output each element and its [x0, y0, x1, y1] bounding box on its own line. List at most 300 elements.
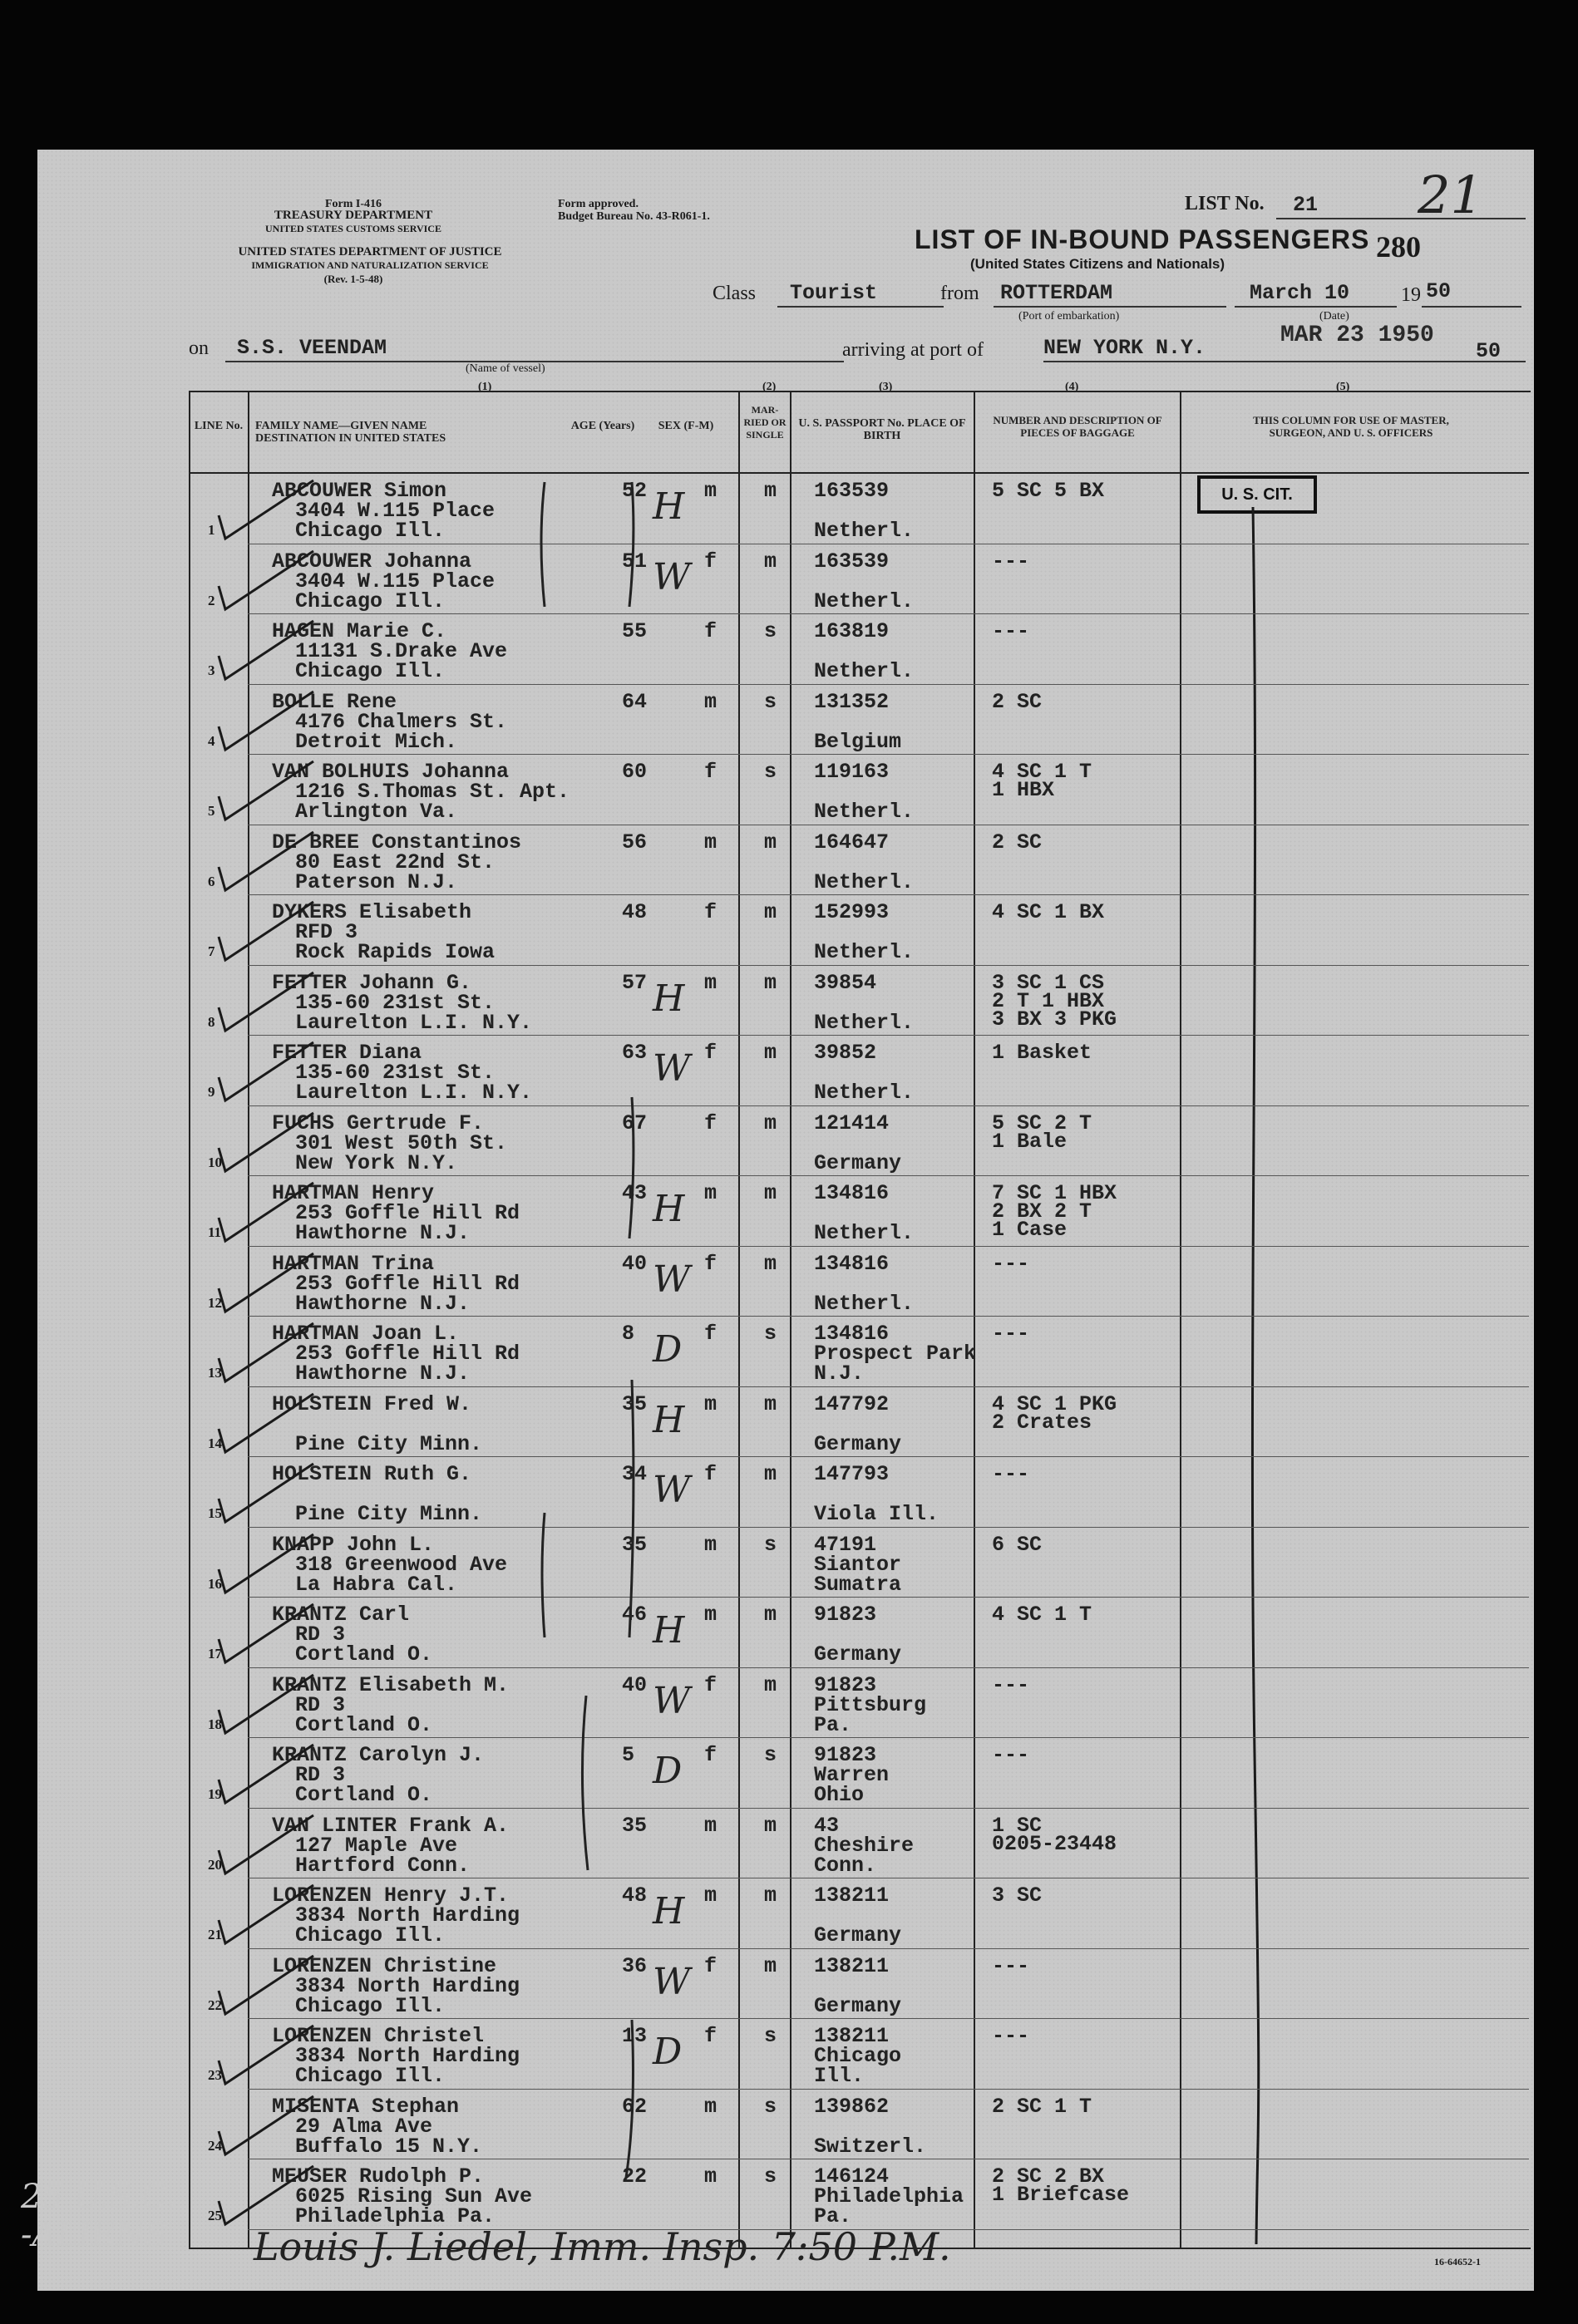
passenger-name: MEUSER Rudolph P. — [272, 2164, 485, 2189]
port-of-embarkation: ROTTERDAM — [1000, 281, 1113, 305]
marital-status: m — [764, 1883, 777, 1908]
year-suffix: 50 — [1426, 279, 1452, 303]
table-row — [37, 685, 1534, 756]
sex: f — [704, 1953, 717, 1978]
page-subtitle: (United States Citizens and Nationals) — [970, 256, 1225, 272]
address-line-2: Pine City Minn. — [295, 1502, 483, 1526]
family-mark: W — [653, 1679, 691, 1722]
check-mark-icon — [214, 2159, 330, 2234]
birthplace-line-2: Pa. — [814, 1712, 852, 1737]
passport-number: 43 — [814, 1813, 840, 1838]
marital-status: m — [764, 1953, 777, 1978]
address-line-1: RD 3 — [295, 1763, 346, 1787]
line-number: 4 — [208, 732, 215, 749]
sex: f — [704, 1322, 717, 1346]
table-row — [37, 1457, 1534, 1528]
birthplace-line-2: Viola Ill. — [814, 1502, 939, 1526]
address-line-2: Laurelton L.I. N.Y. — [295, 1081, 533, 1105]
line-number: 1 — [208, 522, 215, 538]
marital-status: m — [764, 1603, 777, 1627]
address-line-2: Chicago Ill. — [295, 588, 446, 613]
sex: f — [704, 900, 717, 924]
birthplace-line-2: Ill. — [814, 2064, 865, 2088]
birthplace-line-2: Belgium — [814, 729, 902, 754]
line-number: 6 — [208, 873, 215, 889]
passport-number: 146124 — [814, 2164, 890, 2189]
passenger-name: ABCOUWER Johanna — [272, 549, 472, 574]
birthplace-line-2: Pa. — [814, 2204, 852, 2228]
passport-number: 138211 — [814, 2024, 890, 2048]
header-sex: SEX (F-M) — [658, 420, 714, 432]
form-approved: Form approved. — [558, 198, 639, 210]
baggage-line-2: 1 HBX — [992, 778, 1055, 802]
on-label: on — [189, 337, 209, 359]
age: 56 — [622, 830, 648, 854]
family-mark: W — [653, 1469, 691, 1511]
address-line-2: Chicago Ill. — [295, 2064, 446, 2088]
age: 64 — [622, 689, 648, 714]
sex: f — [704, 549, 717, 574]
sex: m — [704, 1883, 717, 1908]
check-mark-icon — [214, 474, 330, 549]
from-label: from — [940, 283, 979, 304]
address-line-1: 80 East 22nd St. — [295, 849, 496, 874]
address-line-1: 3404 W.115 Place — [295, 569, 496, 593]
family-mark: H — [653, 1609, 685, 1652]
age: 35 — [622, 1532, 648, 1557]
address-line-2: New York N.Y. — [295, 1150, 458, 1175]
line-number: 23 — [208, 2067, 222, 2083]
birthplace-line-2: Netherl. — [814, 1221, 915, 1245]
birthplace-line-2: Netherl. — [814, 519, 915, 543]
baggage-line-2: 2 BX 2 T — [992, 1199, 1092, 1224]
class-label: Class — [713, 283, 757, 304]
col-num-4: (4) — [1065, 381, 1079, 393]
check-mark-icon — [214, 2090, 330, 2164]
marital-status: m — [764, 1813, 777, 1838]
check-mark-icon — [214, 1106, 330, 1181]
line-number: 2 — [208, 592, 215, 608]
header-passport: U. S. PASSPORT No. PLACE OF BIRTH — [798, 417, 966, 442]
sex: f — [704, 1110, 717, 1135]
dept-of-justice: UNITED STATES DEPARTMENT OF JUSTICE — [238, 245, 502, 258]
check-mark-icon — [214, 1878, 330, 1953]
check-mark-icon — [214, 614, 330, 689]
family-mark: D — [653, 1750, 683, 1792]
table-row — [37, 825, 1534, 896]
family-mark: D — [653, 2031, 683, 2073]
baggage-line-3: 1 Case — [992, 1218, 1068, 1242]
table-row — [37, 1668, 1534, 1739]
marital-status: m — [764, 1110, 777, 1135]
baggage-line-1: --- — [992, 1462, 1030, 1486]
sex: f — [704, 1743, 717, 1767]
col-num-2: (2) — [762, 381, 777, 393]
passenger-name: FETTER Johann G. — [272, 970, 472, 995]
marital-status: s — [764, 619, 777, 643]
marital-status: s — [764, 1532, 777, 1557]
passport-number: 139862 — [814, 2094, 890, 2119]
age: 43 — [622, 1181, 648, 1205]
birthplace-line-1: Warren — [814, 1763, 890, 1787]
age: 51 — [622, 549, 648, 574]
marital-status: m — [764, 1462, 777, 1486]
address-line-1: 253 Goffle Hill Rd — [295, 1201, 520, 1225]
passenger-name: VAN BOLHUIS Johanna — [272, 760, 510, 784]
sex: m — [704, 689, 717, 714]
baggage-line-1: 4 SC 1 T — [992, 760, 1092, 784]
age: 60 — [622, 760, 648, 784]
list-no-label: LIST No. — [1185, 193, 1265, 214]
passport-number: 134816 — [814, 1181, 890, 1205]
birthplace-line-1: Philadelphia — [814, 2184, 964, 2208]
address-line-1: 29 Alma Ave — [295, 2114, 433, 2139]
birthplace-line-2: Netherl. — [814, 1291, 915, 1316]
baggage-line-2: 1 Bale — [992, 1129, 1068, 1154]
birthplace-line-2: Conn. — [814, 1853, 877, 1878]
marital-status: s — [764, 2094, 777, 2119]
address-line-1: 318 Greenwood Ave — [295, 1552, 508, 1577]
table-row — [37, 1528, 1534, 1598]
age: 40 — [622, 1672, 648, 1697]
line-number: 19 — [208, 1786, 222, 1802]
header-age: AGE (Years) — [570, 420, 635, 432]
address-line-2: Hawthorne N.J. — [295, 1291, 471, 1316]
passenger-name: VAN LINTER Frank A. — [272, 1813, 510, 1838]
baggage-line-1: --- — [992, 619, 1030, 643]
address-line-2: Rock Rapids Iowa — [295, 940, 496, 964]
age: 35 — [622, 1391, 648, 1416]
birthplace-line-2: Netherl. — [814, 869, 915, 894]
birthplace-line-2: N.J. — [814, 1361, 865, 1386]
age: 63 — [622, 1041, 648, 1065]
passport-number: 91823 — [814, 1672, 877, 1697]
manifest-page — [21, 150, 1534, 2291]
birthplace-line-1: Pittsburg — [814, 1692, 927, 1717]
passport-number: 163539 — [814, 479, 890, 503]
revision: (Rev. 1-5-48) — [323, 273, 383, 285]
sex: f — [704, 1672, 717, 1697]
passport-number: 134816 — [814, 1322, 890, 1346]
marital-status: s — [764, 2024, 777, 2048]
address-line-1: 127 Maple Ave — [295, 1833, 458, 1858]
passport-number: 164647 — [814, 830, 890, 854]
age: 40 — [622, 1251, 648, 1276]
baggage-line-1: --- — [992, 1251, 1030, 1276]
address-line-2: La Habra Cal. — [295, 1572, 458, 1597]
birthplace-line-2: Netherl. — [814, 800, 915, 824]
address-line-2: Chicago Ill. — [295, 1993, 446, 2018]
line-number: 18 — [208, 1716, 222, 1732]
arrival-port: NEW YORK N.Y. — [1043, 336, 1206, 360]
table-row — [37, 1247, 1534, 1317]
sex: f — [704, 760, 717, 784]
treasury-department: TREASURY DEPARTMENT — [274, 209, 433, 222]
baggage-line-1: 6 SC — [992, 1532, 1043, 1557]
sex: m — [704, 830, 717, 854]
address-line-2: Detroit Mich. — [295, 729, 458, 754]
line-number: 7 — [208, 943, 215, 959]
birthplace-line-1: Chicago — [814, 2044, 902, 2068]
birthplace-line-2: Netherl. — [814, 659, 915, 683]
check-mark-icon — [214, 1809, 330, 1883]
age: 13 — [622, 2024, 648, 2048]
birthplace-line-2: Netherl. — [814, 1081, 915, 1105]
passenger-name: KRANTZ Elisabeth M. — [272, 1672, 510, 1697]
baggage-line-2: 0205-23448 — [992, 1831, 1117, 1856]
baggage-line-1: --- — [992, 1322, 1030, 1346]
marital-status: m — [764, 900, 777, 924]
birthplace-line-2: Netherl. — [814, 1010, 915, 1035]
age: 52 — [622, 479, 648, 503]
vessel-caption: (Name of vessel) — [466, 362, 545, 375]
address-line-2: Cortland O. — [295, 1783, 433, 1807]
budget-bureau: Budget Bureau No. 43-R061-1. — [558, 210, 710, 223]
check-mark-icon — [214, 1528, 330, 1603]
header-officers: THIS COLUMN FOR USE OF MASTER, SURGEON, AND U. S. OFFICERS — [1253, 414, 1449, 439]
baggage-line-1: 1 Basket — [992, 1041, 1092, 1065]
table-row — [37, 1036, 1534, 1106]
marital-status: m — [764, 549, 777, 574]
birthplace-line-2: Ohio — [814, 1783, 865, 1807]
passport-number: 134816 — [814, 1251, 890, 1276]
passport-number: 138211 — [814, 1953, 890, 1978]
passenger-name: HOLSTEIN Ruth G. — [272, 1462, 472, 1486]
baggage-line-1: 5 SC 5 BX — [992, 479, 1105, 503]
table-row — [37, 1106, 1534, 1177]
address-line-2: Cortland O. — [295, 1642, 433, 1667]
check-mark-icon — [214, 1317, 330, 1391]
address-line-2: Cortland O. — [295, 1712, 433, 1737]
passport-number: 152993 — [814, 900, 890, 924]
address-line-2: Buffalo 15 N.Y. — [295, 2134, 483, 2159]
passport-number: 163819 — [814, 619, 890, 643]
sex: f — [704, 1251, 717, 1276]
passenger-name: ABCOUWER Simon — [272, 479, 447, 503]
marital-status: m — [764, 830, 777, 854]
age: 57 — [622, 970, 648, 995]
age: 48 — [622, 900, 648, 924]
address-line-1: 301 West 50th St. — [295, 1130, 508, 1155]
address-line-1: RD 3 — [295, 1692, 346, 1717]
line-number: 5 — [208, 803, 215, 819]
check-mark-icon — [214, 2019, 330, 2094]
check-mark-icon — [214, 685, 330, 760]
family-mark: H — [653, 1890, 685, 1933]
check-mark-icon — [214, 1668, 330, 1743]
marital-status: m — [764, 1041, 777, 1065]
baggage-line-1: --- — [992, 1672, 1030, 1697]
age: 35 — [622, 1813, 648, 1838]
marital-status: s — [764, 1322, 777, 1346]
year-prefix: 19 — [1401, 284, 1421, 306]
marital-status: s — [764, 2164, 777, 2189]
passport-number: 91823 — [814, 1743, 877, 1767]
sheet-number: 280 — [1376, 230, 1421, 263]
birthplace-line-1: Prospect Park — [814, 1342, 977, 1366]
address-line-2: Laurelton L.I. N.Y. — [295, 1010, 533, 1035]
page-title: LIST OF IN-BOUND PASSENGERS — [915, 224, 1370, 254]
marital-status: m — [764, 970, 777, 995]
table-row — [37, 1949, 1534, 2020]
check-mark-icon — [214, 1598, 330, 1672]
birthplace-line-2: Netherl. — [814, 588, 915, 613]
passport-number: 163539 — [814, 549, 890, 574]
check-mark-icon — [214, 1949, 330, 2024]
family-mark: H — [653, 485, 685, 528]
list-no-handwritten: 21 — [1418, 165, 1483, 225]
col-num-3: (3) — [879, 381, 893, 393]
line-number: 15 — [208, 1505, 222, 1521]
col-num-1: (1) — [478, 381, 492, 393]
family-mark: H — [653, 977, 685, 1020]
customs-service: UNITED STATES CUSTOMS SERVICE — [265, 223, 441, 234]
age: 48 — [622, 1883, 648, 1908]
baggage-line-1: 4 SC 1 PKG — [992, 1391, 1117, 1416]
address-line-2: Hawthorne N.J. — [295, 1361, 471, 1386]
line-number: 9 — [208, 1084, 215, 1100]
passport-number: 138211 — [814, 1883, 890, 1908]
address-line-2: Philadelphia Pa. — [295, 2204, 496, 2228]
sex: m — [704, 2094, 717, 2119]
address-line-2: Chicago Ill. — [295, 1923, 446, 1947]
passenger-name: BOLLE Rene — [272, 689, 397, 714]
birthplace-line-2: Germany — [814, 1150, 902, 1175]
check-mark-icon — [214, 1176, 330, 1251]
table-row — [37, 2019, 1534, 2090]
birthplace-line-2: Sumatra — [814, 1572, 902, 1597]
check-mark-icon — [214, 1247, 330, 1322]
passport-number: 121414 — [814, 1110, 890, 1135]
address-line-1: 1216 S.Thomas St. Apt. — [295, 780, 570, 804]
family-mark: W — [653, 555, 691, 598]
table-row — [37, 1387, 1534, 1458]
line-number: 14 — [208, 1435, 222, 1451]
address-line-1: 6025 Rising Sun Ave — [295, 2184, 533, 2208]
ins-service: IMMIGRATION AND NATURALIZATION SERVICE — [251, 259, 489, 271]
baggage-line-1: 4 SC 1 T — [992, 1603, 1092, 1627]
birthplace-line-2: Germany — [814, 1431, 902, 1456]
marital-status: s — [764, 760, 777, 784]
baggage-line-1: 2 SC — [992, 830, 1043, 854]
check-mark-icon — [214, 755, 330, 830]
sex: m — [704, 1181, 717, 1205]
family-mark: D — [653, 1328, 683, 1371]
header-baggage: NUMBER AND DESCRIPTION OF PIECES OF BAGGAGE — [993, 414, 1162, 439]
address-line-2: Paterson N.J. — [295, 869, 458, 894]
passenger-name: FETTER Diana — [272, 1041, 422, 1065]
passport-number: 91823 — [814, 1603, 877, 1627]
arriving-label: arriving at port of — [842, 339, 984, 361]
line-number: 10 — [208, 1154, 222, 1170]
table-row — [37, 544, 1534, 615]
table-row — [37, 1176, 1534, 1247]
age: 46 — [622, 1603, 648, 1627]
list-no-typed: 21 — [1293, 193, 1319, 217]
table-row — [37, 966, 1534, 1036]
baggage-line-1: 3 SC 1 CS — [992, 970, 1105, 995]
line-number: 11 — [208, 1224, 222, 1240]
address-line-1: 3834 North Harding — [295, 2044, 520, 2068]
address-line-2: Hartford Conn. — [295, 1853, 471, 1878]
line-number: 8 — [208, 1013, 215, 1030]
sex: m — [704, 1813, 717, 1838]
family-mark: W — [653, 1960, 691, 2003]
header-line-no: LINE No. — [194, 420, 244, 432]
passenger-name: KRANTZ Carolyn J. — [272, 1743, 485, 1767]
line-number: 20 — [208, 1856, 222, 1873]
line-number: 3 — [208, 662, 215, 678]
age: 34 — [622, 1462, 648, 1486]
marital-status: s — [764, 1743, 777, 1767]
baggage-line-1: 5 SC 2 T — [992, 1110, 1092, 1135]
check-mark-icon — [214, 1387, 330, 1462]
baggage-line-1: --- — [992, 1743, 1030, 1767]
table-row — [37, 1878, 1534, 1949]
date-caption: (Date) — [1319, 310, 1349, 323]
family-mark: H — [653, 1398, 685, 1441]
marital-status: m — [764, 1672, 777, 1697]
passenger-name: LORENZEN Christel — [272, 2024, 485, 2048]
form-number: Form I-416 — [324, 198, 382, 210]
passport-number: 131352 — [814, 689, 890, 714]
birthplace-line-1: Siantor — [814, 1552, 902, 1577]
baggage-line-2: 2 T 1 HBX — [992, 988, 1105, 1013]
sex: m — [704, 1603, 717, 1627]
birthplace-line-2: Germany — [814, 1923, 902, 1947]
passenger-name: KNAPP John L. — [272, 1532, 435, 1557]
address-line-1: 3834 North Harding — [295, 1973, 520, 1998]
passport-number: 147793 — [814, 1462, 890, 1486]
baggage-line-1: --- — [992, 1953, 1030, 1978]
sex: m — [704, 1391, 717, 1416]
marital-status: m — [764, 1251, 777, 1276]
line-number: 12 — [208, 1294, 222, 1311]
margin-note-aliens: -ALIENS — [21, 2216, 168, 2254]
address-line-1: 3404 W.115 Place — [295, 499, 496, 523]
age: 5 — [622, 1743, 635, 1767]
age: 22 — [622, 2164, 648, 2189]
age: 67 — [622, 1110, 648, 1135]
age: 8 — [622, 1322, 635, 1346]
passenger-name: DE BREE Constantinos — [272, 830, 522, 854]
passport-number: 39852 — [814, 1041, 877, 1065]
marital-status: s — [764, 689, 777, 714]
inspector-signature: Louis J. Liedel, Imm. Insp. 7:50 P.M. — [254, 2224, 951, 2269]
family-mark: H — [653, 1188, 685, 1230]
us-citizen-stamp: U. S. CIT. — [1197, 475, 1317, 514]
arrival-year: 50 — [1476, 339, 1502, 363]
address-line-1: 253 Goffle Hill Rd — [295, 1342, 520, 1366]
col-num-5: (5) — [1336, 381, 1350, 393]
table-row — [37, 2159, 1534, 2230]
check-mark-icon — [214, 1738, 330, 1813]
check-mark-icon — [214, 1457, 330, 1532]
address-line-1: 3834 North Harding — [295, 1903, 520, 1928]
line-number: 22 — [208, 1997, 222, 2013]
table-row — [37, 2090, 1534, 2160]
address-line-1: 11131 S.Drake Ave — [295, 639, 508, 663]
header-married: MAR-RIED OR SINGLE — [743, 404, 787, 441]
passenger-name: LORENZEN Henry J.T. — [272, 1883, 510, 1908]
baggage-line-3: 3 BX 3 PKG — [992, 1007, 1117, 1032]
sex: m — [704, 479, 717, 503]
sex: f — [704, 619, 717, 643]
passenger-name: HARTMAN Henry — [272, 1181, 435, 1205]
birthplace-line-2: Netherl. — [814, 940, 915, 964]
age: 55 — [622, 619, 648, 643]
marital-status: m — [764, 1391, 777, 1416]
